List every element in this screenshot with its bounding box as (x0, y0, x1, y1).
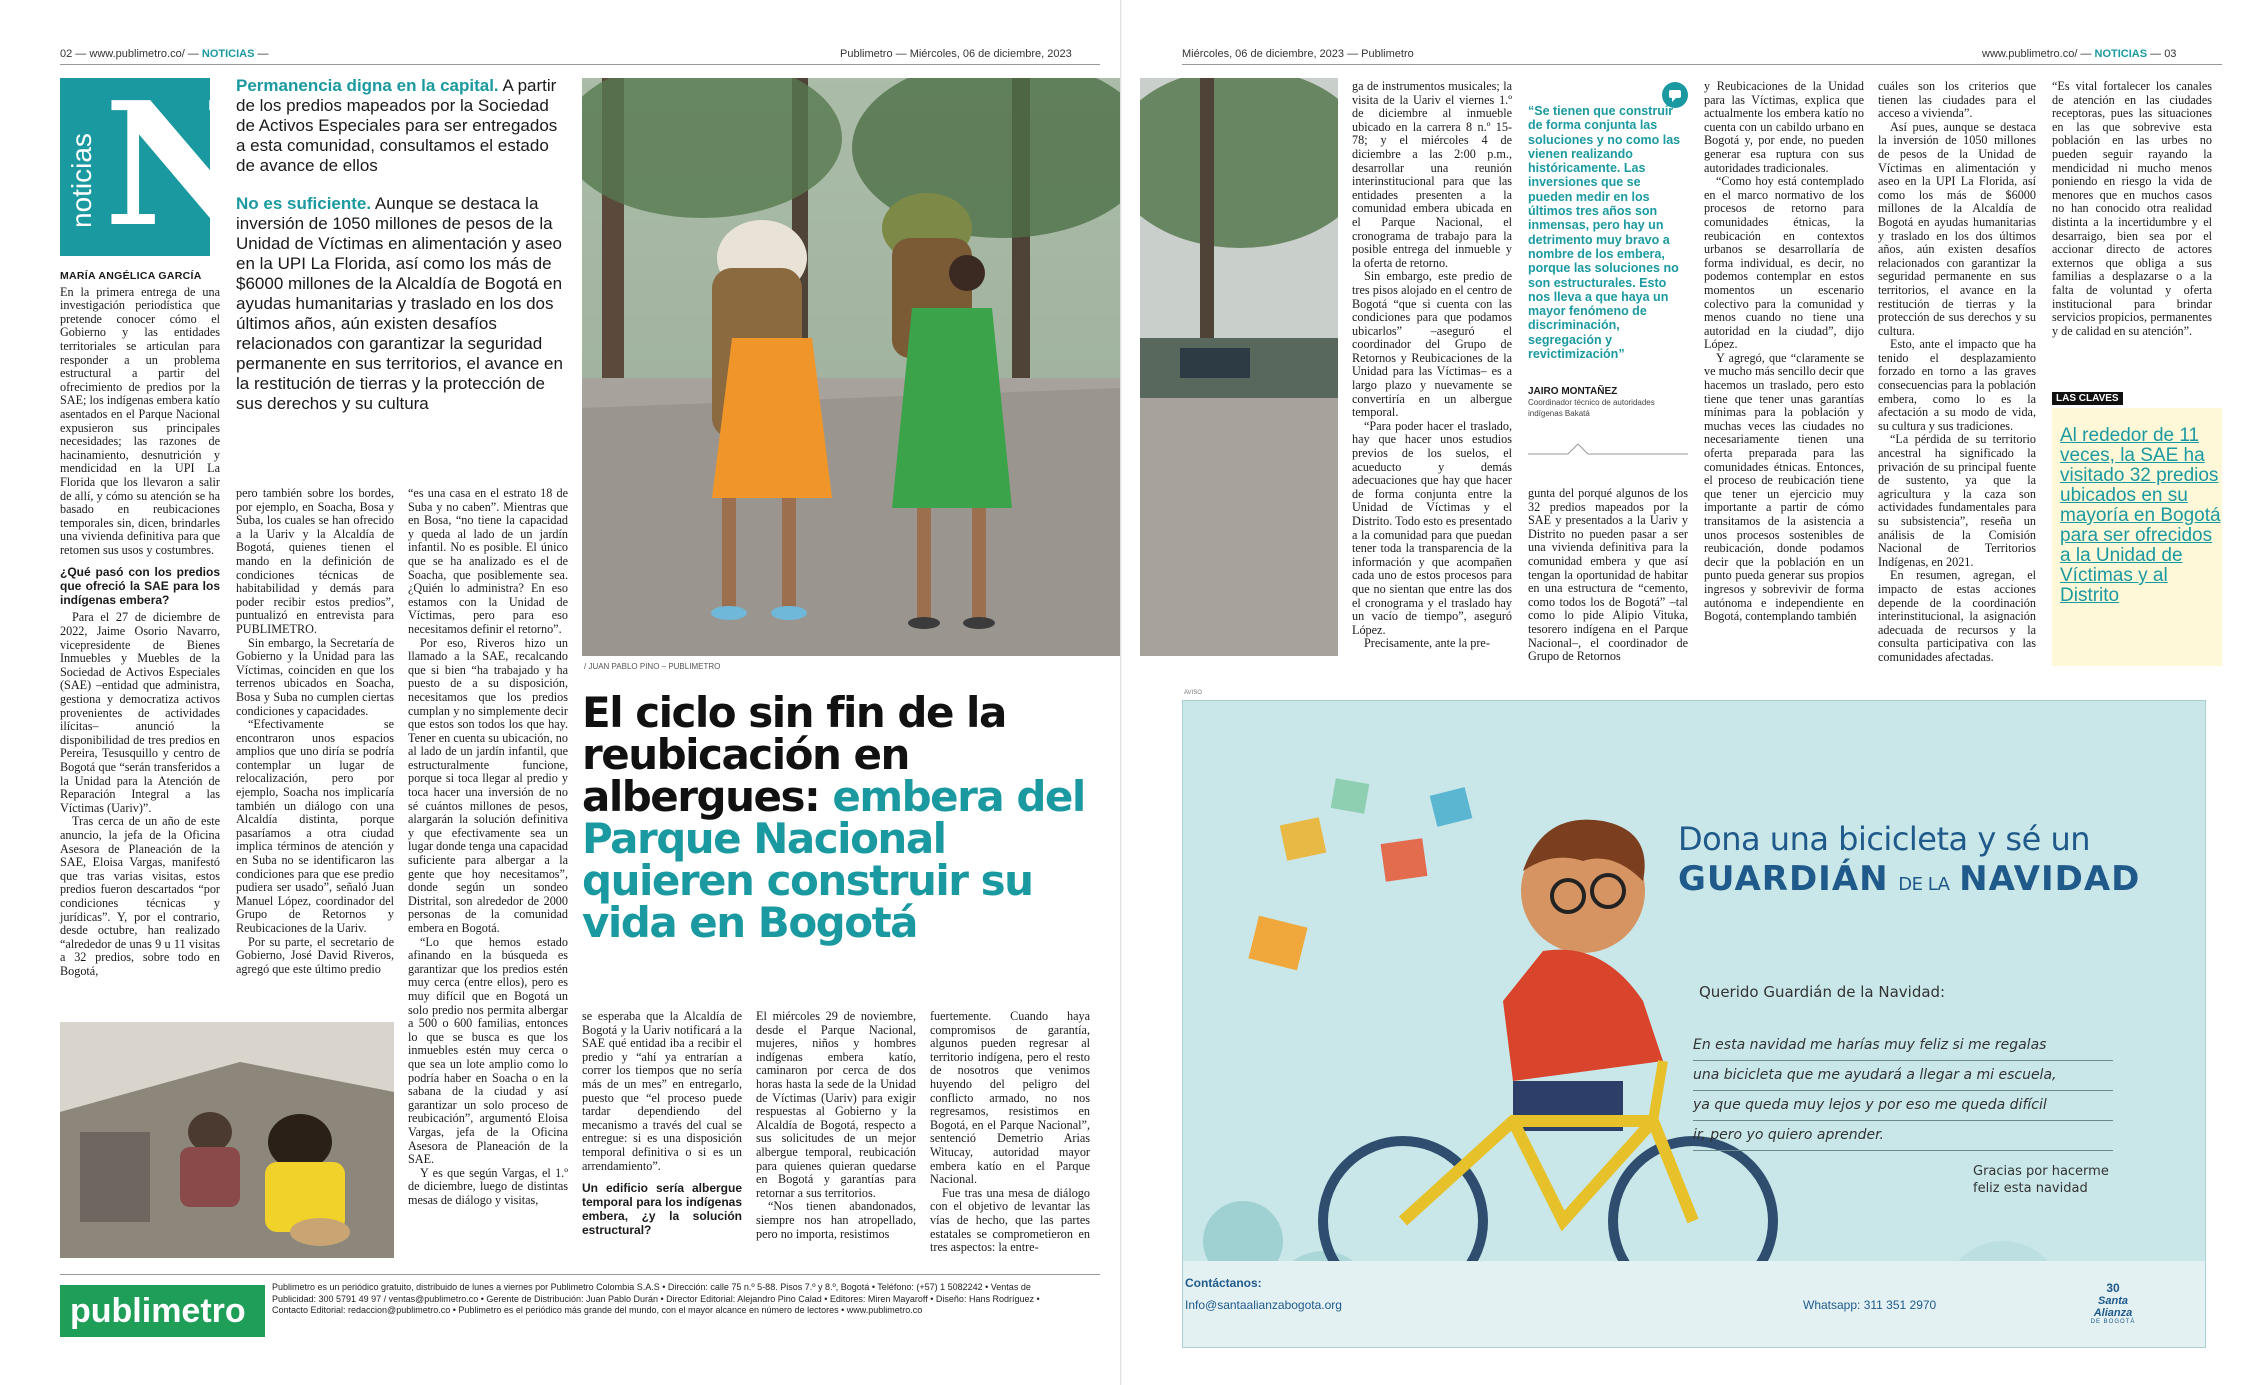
paragraph: Tras cerca de un año de este anuncio, la jefa de la Oficina Asesora de Planeación de la SAE, Eloisa Vargas, manifestó que tras varias visitas, estos predios fueron descartados “por condiciones técnicas y jurídicas”. Y, por el contrario, desde octubre, han realizado “alrededor de unas 9 u 11 visitas a 32 predios, sobre todo en Bogotá, (60, 814, 220, 978)
paragraph: “La pérdida de su territorio ancestral ha significado la privación de su principal fuente de sustento, ya que la agricultura y la caza son actividades fundamentales para su subsistencia”, reseña un análisis de la Comisión Nacional de Territorios Indígenas, en 2021. (1878, 432, 2036, 569)
subhead: Un edificio sería albergue temporal para los indígenas embera, ¿y la solución estructural? (582, 1181, 742, 1238)
paragraph: se esperaba que la Alcaldía de Bogotá y la Uariv notificará a la SAE qué entidad iba a recibir el predio y “ahí ya entrarían a correr los tiempos que no sería más de un mes” en entregarlo, puesto que “el proceso puede tardar dependiendo del mecanismo a través del cual se entregue: si es una disposición temporal definitiva o si es un arrendamiento”. (582, 1009, 742, 1173)
pull-quote: “Se tienen que construir de forma conjunta las soluciones y no como las vienen realizando históricamente. Las inversiones que se pueden medir en los últimos tres años son inmensas, pero hay un detrimento muy bravo a nombre de los embera, porque las soluciones no son estructurales. Esto nos lleva a que haya un mayor fenómeno de discriminación, segregación y revictimización” (1528, 104, 1681, 362)
paragraph: “es una casa en el estrato 18 de Suba y no caben”. Mientras que en Bosa, “no tiene la capacidad y queda al lado de un jardín infantil. No es posible. El único que se ha analizado es el de Soacha, que posiblemente sea. ¿Quién lo administra? En eso estamos con la Unidad de Víctimas, pero para eso necesitamos definir el retorno”. (408, 486, 568, 636)
letter-line: ya que queda muy lejos y por eso me queda difícil (1693, 1091, 2113, 1121)
imprint: Publimetro es un periódico gratuito, distribuido de lunes a viernes por Publimetro Colombia S.A.S • Dirección: calle 75 n.º 5-88. Pisos 7.º y 8.º, Bogotá • Teléfono: (+57) 1 5082242 • Ventas de Publicidad: 300 5791 49 97 / ventas@publimetro.co • Gerente de Distribución: Juan Pablo Durán • Director Editorial: Alejandro Pino Calad • Editores: Miren Mayaroff • Diseño: Hans Rodríguez • Contacto Editorial: redaccion@publimetro.co • Publimetro es el periódico más grande del mundo, con el mayor alcance en número de lectores • www.publimetro.co (272, 1282, 1040, 1315)
lead-block-2: No es suficiente. Aunque se destaca la inversión de 1050 millones de pesos de la Unidad de Víctimas en alimentación y aseo en la UPI La Florida, así como los más de $6000 millones de la Alcaldía de Bogotá en ayudas humanitarias y traslado en los dos últimos años, aún existen desafíos relacionados con garantizar la seguridad permanente en sus territorios, el avance en la restitución de tierras y la protección de sus derechos y su cultura (236, 194, 563, 413)
article-column-2 (236, 487, 394, 976)
left-folio: 02 — www.publimetro.co/ — NOTICIAS — (60, 48, 269, 60)
article-column-3 (408, 487, 568, 1207)
right-folio: www.publimetro.co/ — NOTICIAS — 03 (1982, 48, 2177, 60)
section-logo-letter: N (104, 65, 260, 265)
paragraph: Para el 27 de diciembre de 2022, Jaime Osorio Navarro, vicepresidente de Bienes Inmuebles y Muebles de la Sociedad de Activos Especiales (SAE) –entidad que administra, gestiona y democratiza activos provenientes de actividades ilícitas– anunció la disponibilidad de tres predios en Pereira, Tesusquillo y centro de Bogotá que “serán transferidos a la Unidad para la Atención de Reparación Integral a las Víctimas (Uariv)”. (60, 610, 220, 815)
photo-credit: / JUAN PABLO PINO – PUBLIMETRO (584, 662, 721, 671)
section-logo (60, 65, 260, 265)
paragraph: “Lo que hemos estado afinando en la búsqueda es garantizar que los predios estén muy cerca (entre ellos), pero es muy difícil que en Bogotá un solo predio nos permita albergar a 500 o 600 familias, entonces lo que se busca es que los inmuebles estén muy cerca o que sea un lote amplio como lo podría haber en Soacha o en la sabana de la ciudad y así garantizar un solo proceso de reubicación”, argumentó Eloisa Vargas, jefa de la Oficina Asesora de Planeación de la SAE. (408, 934, 568, 1167)
left-center-folio: Publimetro — Miércoles, 06 de diciembre, 2023 (840, 48, 1072, 60)
paragraph: y Reubicaciones de la Unidad para las Víctimas, explica que actualmente los embera katío no cuenta con un cabildo urbano en Bogotá y, por ende, no pueden generar esa ruptura con sus autoridades tradicionales. (1704, 79, 1864, 175)
main-photo-continued (1140, 78, 1338, 656)
paragraph: Por su parte, el secretario de Gobierno, José David Riveros, agregó que este último predio (236, 934, 394, 976)
section-logo-vertical: noticias (66, 133, 97, 228)
publimetro-logo: publimetro (60, 1285, 265, 1337)
article-column-4 (582, 1010, 742, 1241)
ad-badge-name: Santa Alianza (2093, 1295, 2133, 1319)
paragraph: El miércoles 29 de noviembre, desde el Parque Nacional, mujeres, niños y hombres indígenas embera katío, caminaron por cerca de dos horas hasta la sede de la Unidad de Víctimas (Uariv) para exigir respuestas al Gobierno y la Alcaldía de Bogotá, respecto a sus solicitudes de un mejor albergue temporal, reubicación para quienes quieran quedarse en Bogotá y garantías para retornar a sus territorios. (756, 1009, 916, 1200)
ad-badge (2079, 1281, 2147, 1325)
paragraph: Sin embargo, la Secretaría de Gobierno y la Unidad para las Víctimas, coinciden en que los terrenos ubicados en Soacha, Bosa y Suba no cumplen ciertas condiciones y capacidades. (236, 635, 394, 718)
letter-line: una bicicleta que me ayudará a llegar a mi escuela, (1693, 1061, 2113, 1091)
advertisement (1182, 700, 2206, 1348)
secondary-photo (60, 1022, 394, 1258)
paragraph: “Efectivamente se encontraron unos espacios amplios que uno diría se podría contemplar un lugar de relocalización, pero por ejemplo, Soacha nos implicaría también un diálogo con una Alcaldía distinta, porque pasaríamos a otra ciudad implica términos de atención y en Suba no se identificaron las condiciones para que ese predio pudiera ser usado”, señaló Juan Manuel López, coordinador del Grupo de Retornos y Reubicaciones de la Uariv. (236, 717, 394, 935)
paragraph: Esto, ante el impacto que ha tenido el desplazamiento forzado en torno a las graves consecuencias para la población embera, como lo es la afectación a su modo de vida, su cultura y sus tradiciones. (1878, 337, 2036, 433)
letter-line: ir, pero yo quiero aprender. (1693, 1121, 2113, 1151)
ad-letter (1693, 1031, 2113, 1151)
paragraph: pero también sobre los bordes, por ejemplo, en Soacha, Bosa y Suba, los cuales se han ofrecido a la Uariv y la Alcaldía de Bogotá, quienes tienen el mando en la definición de condiciones técnicas de habitabilidad y demás para poder recibir estos predios”, puntualizó en entrevista para PUBLIMETRO. (236, 486, 394, 636)
quote-author: JAIRO MONTAÑEZ (1528, 386, 1618, 397)
ad-illustration (1183, 701, 2205, 1347)
paragraph: fuertemente. Cuando haya compromisos de garantía, algunos pueden regresar al territorio indígena, pero el resto de nosotros que venimos huyendo del peligro del conflicto armado, no nos regresamos, resistimos en Bogotá, en el Parque Nacional”, sentenció Demetrio Arias Witucay, autoridad mayor embera katío en el Parque Nacional. (930, 1009, 1090, 1187)
article-column-r1 (1352, 80, 1512, 651)
ad-title-line-2: GUARDIÁN DE LA NAVIDAD (1678, 859, 2141, 899)
paragraph: Así pues, aunque se destaca la inversión de 1050 millones de pesos de la Unidad de Víctimas en alimentación y aseo en la UPI La Florida, así como los más de $6000 millones de la Alcaldía de Bogotá en ayudas humanitarias y traslado en los dos últimos años, aún existen desafíos relacionados con garantizar la seguridad permanente en sus territorios, el avance en la restitución de tierras y la protección de sus derechos y su cultura. (1878, 119, 2036, 338)
paragraph: En resumen, agregan, el impacto de estas acciones depende de la coordinación interinstitucional, la asignación adecuada de recursos y la consulta participativa con las comunidades afectadas. (1878, 568, 2036, 664)
paragraph: “Para poder hacer el traslado, hay que hacer unos estudios previos de los suelos, el acueducto y demás adecuaciones que hay que hacer de forma conjunta entre la Unidad de Víctimas y el Distrito. Todo esto es presentado a la comunidad para que puedan tener toda la transparencia de la información y que acompañen cada uno de estos procesos para que no sientan que entre las dos el cronograma y el traslado hay un vacío de tiempo”, aseguró López. (1352, 418, 1512, 637)
paragraph: En la primera entrega de una investigación periodística que pretende conocer cómo el Gobierno y las entidades territoriales se articulan para responder a un problema estructural a partir del ofrecimiento de predios por la SAE; los indígenas embera katío asentados en el Parque Nacional expusieron sus principales necesidades; las razones de hacinamiento, desnutrición y mendicidad en la UPI La Florida que los llevaron a salir de allí, y cómo su atención se ha basado en reubicaciones temporales sin, dicen, brindarles una vivienda definitiva para que retomen sus usos y costumbres. (60, 284, 220, 557)
subhead: ¿Qué pasó con los predios que ofreció la SAE para los indígenas embera? (60, 565, 220, 608)
paragraph: Y es que según Vargas, el 1.º de diciembre, luego de distintas mesas de diálogo y visitas, (408, 1165, 568, 1207)
ad-whatsapp: Whatsapp: 311 351 2970 (1803, 1298, 1937, 1312)
quote-attribution (1528, 386, 1688, 419)
main-photo (582, 78, 1122, 656)
article-column-5 (756, 1010, 916, 1241)
header-rule (1182, 64, 2222, 65)
quote-role: Coordinador técnico de autoridades indígenas Bakatá (1528, 398, 1655, 418)
article-column-r2 (1528, 487, 1688, 664)
paragraph: Sin embargo, este predio de tres pisos alojado en el centro de Bogotá “que si cuenta con las condiciones para que podamos ubicarlos” –aseguró el coordinador del Grupo de Retornos y Reubicaciones de la Unidad para las Víctimas– es a largo plazo y nuevamente se convertiría en un albergue temporal. (1352, 269, 1512, 420)
ad-greeting: Querido Guardián de la Navidad: (1699, 983, 1946, 1001)
paragraph: cuáles son los criterios que tienen las ciudades para el acceso a vivienda”. (1878, 79, 2036, 121)
ad-email[interactable]: Info@santaalianzabogota.org (1185, 1298, 1342, 1312)
paragraph: Precisamente, ante la pre- (1364, 636, 1490, 651)
ad-tag: AVISO (1184, 690, 1202, 696)
lead-block-1: Permanencia digna en la capital. A partir de los predios mapeados por la Sociedad de Activos Especiales para ser entregados a esta comunidad, consultamos el estado de avance de ellos (236, 76, 558, 175)
article-column-6 (930, 1010, 1090, 1255)
quote-divider (1528, 440, 1688, 460)
ad-badge-number: 30 (2106, 1281, 2120, 1295)
article-column-r4 (1878, 80, 2036, 665)
ad-contact-label: Contáctanos: (1185, 1276, 1262, 1290)
byline: MARÍA ANGÉLICA GARCÍA (60, 270, 202, 282)
letter-line: En esta navidad me harías muy feliz si me regalas (1693, 1031, 2113, 1061)
paragraph: “Es vital fortalecer los canales de atención en las ciudades receptoras, pues las situaciones en las que sobrevive esta población en las urbes no pueden seguir rayando la mendicidad ni mucho menos poniendo en riesgo la vida de menores que en muchos casos no han conocido otra realidad distinta a la incertidumbre y el desarraigo, bien sea por el accionar directo de actores externos que obliga a sus familias a desplazarse o a la falta de voluntad y oferta institucional para brindar servicios propicios, permanentes y de calidad en su atención”. (2052, 79, 2212, 338)
article-column-r3 (1704, 80, 1864, 624)
headline: El ciclo sin fin de la reubicación en albergues: embera del Parque Nacional quieren construir su vida en Bogotá (582, 688, 1085, 947)
ad-badge-city: DE BOGOTÁ (2090, 1319, 2136, 1325)
ad-title (1678, 819, 2198, 905)
paragraph: gunta del porqué algunos de los 32 predios mapeados por la SAE y presentados a la Uariv y Distrito no pueden pasar a ser una vivienda definitiva para la comunidad embera y que así tengan la oportunidad de habitar en una estructura de “cemento, como todos los de Bogotá” –tal como lo pide Alipio Vituka, tesorero indígena en el Parque Nacional–, el coordinador de Grupo de Retornos (1528, 486, 1688, 664)
claves-tag: LAS CLAVES (2052, 392, 2123, 405)
paragraph: Por eso, Riveros hizo un llamado a la SAE, recalcando que si bien “ha trabajado y ha puesto de a su disposición, necesitamos que los predios cumplan y no simplemente decir que estos son todos los que hay. Tener en cuenta su ubicación, no al lado de un jardín infantil, que estructuralmente funcione, porque si toca llegar al predio y toca hacer una inversión de no sé cuántos millones de pesos, alargarán la solución definitiva y que efectivamente sea un lugar donde tenga una capacidad suficiente para albergar a la gente que hoy necesitamos”, donde según un sondeo Distrital, son alrededor de 2000 personas de la comunidad embera en Bogotá. (408, 635, 568, 935)
article-column-1 (60, 270, 220, 979)
paragraph: Fue tras una mesa de diálogo con el objetivo de levantar las vías de hecho, que las partes estatales se comprometieron en tres aspectos: la entre- (930, 1185, 1090, 1255)
right-date-folio: Miércoles, 06 de diciembre, 2023 — Publimetro (1182, 48, 1414, 60)
paragraph: “Nos tienen abandonados, siempre nos han atropellado, pero no importa, resistimos (756, 1199, 916, 1241)
paragraph: Y agregó, que “claramente se ve mucho más sencillo decir que hacemos un traslado, pero esto tiene que tener unas garantías mínimas para la población y muchas veces las ciudades no necesariamente tienen una oferta preparada para las comunidades étnicas. Entonces, el proceso de reubicación tiene que tener un ejercicio muy importante a partir de cómo transitamos de la asistencia a unos procesos sostenibles de reubicación, donde podamos decir que la población en un punto pueda generar sus propios ingresos y sobrevivir de forma autónoma e independiente en Bogotá, contemplando también (1704, 350, 1864, 624)
ad-title-line-1: Dona una bicicleta y sé un (1678, 820, 2091, 858)
footer-rule (60, 1274, 1100, 1275)
claves-text: Al rededor de 11 veces, la SAE ha visitado 32 predios ubicados en su mayoría en Bogotá para ser ofrecidos a la Unidad de Víctimas y al Distrito (2060, 425, 2221, 606)
paragraph: “Como hoy está contemplado en el marco normativo de los procesos de retorno para comunidades étnicas, la reubicación en contextos urbanos se desarrollaría de forma individual, es decir, no podemos contemplar en estos momentos un escenario colectivo para la comunidad y menos cuando no tiene una autoridad en la ciudad”, dijo López. (1704, 174, 1864, 352)
ad-thanks: Gracias por hacerme feliz esta navidad (1973, 1164, 2109, 1196)
paragraph: ga de instrumentos musicales; la visita de la Uariv el viernes 1.º de diciembre al inmueble ubicado en la carrera 8 n.º 15-78; y el miércoles 4 de diciembre a las 2:00 p.m., desarrollar una reunión interinstitucional para que las entidades presenten a la comunidad embera ubicada en el Parque Nacional, el cronograma de trabajo para la posible entrega del inmueble y la oferta de retorno. (1352, 79, 1512, 270)
article-column-r5 (2052, 80, 2212, 338)
